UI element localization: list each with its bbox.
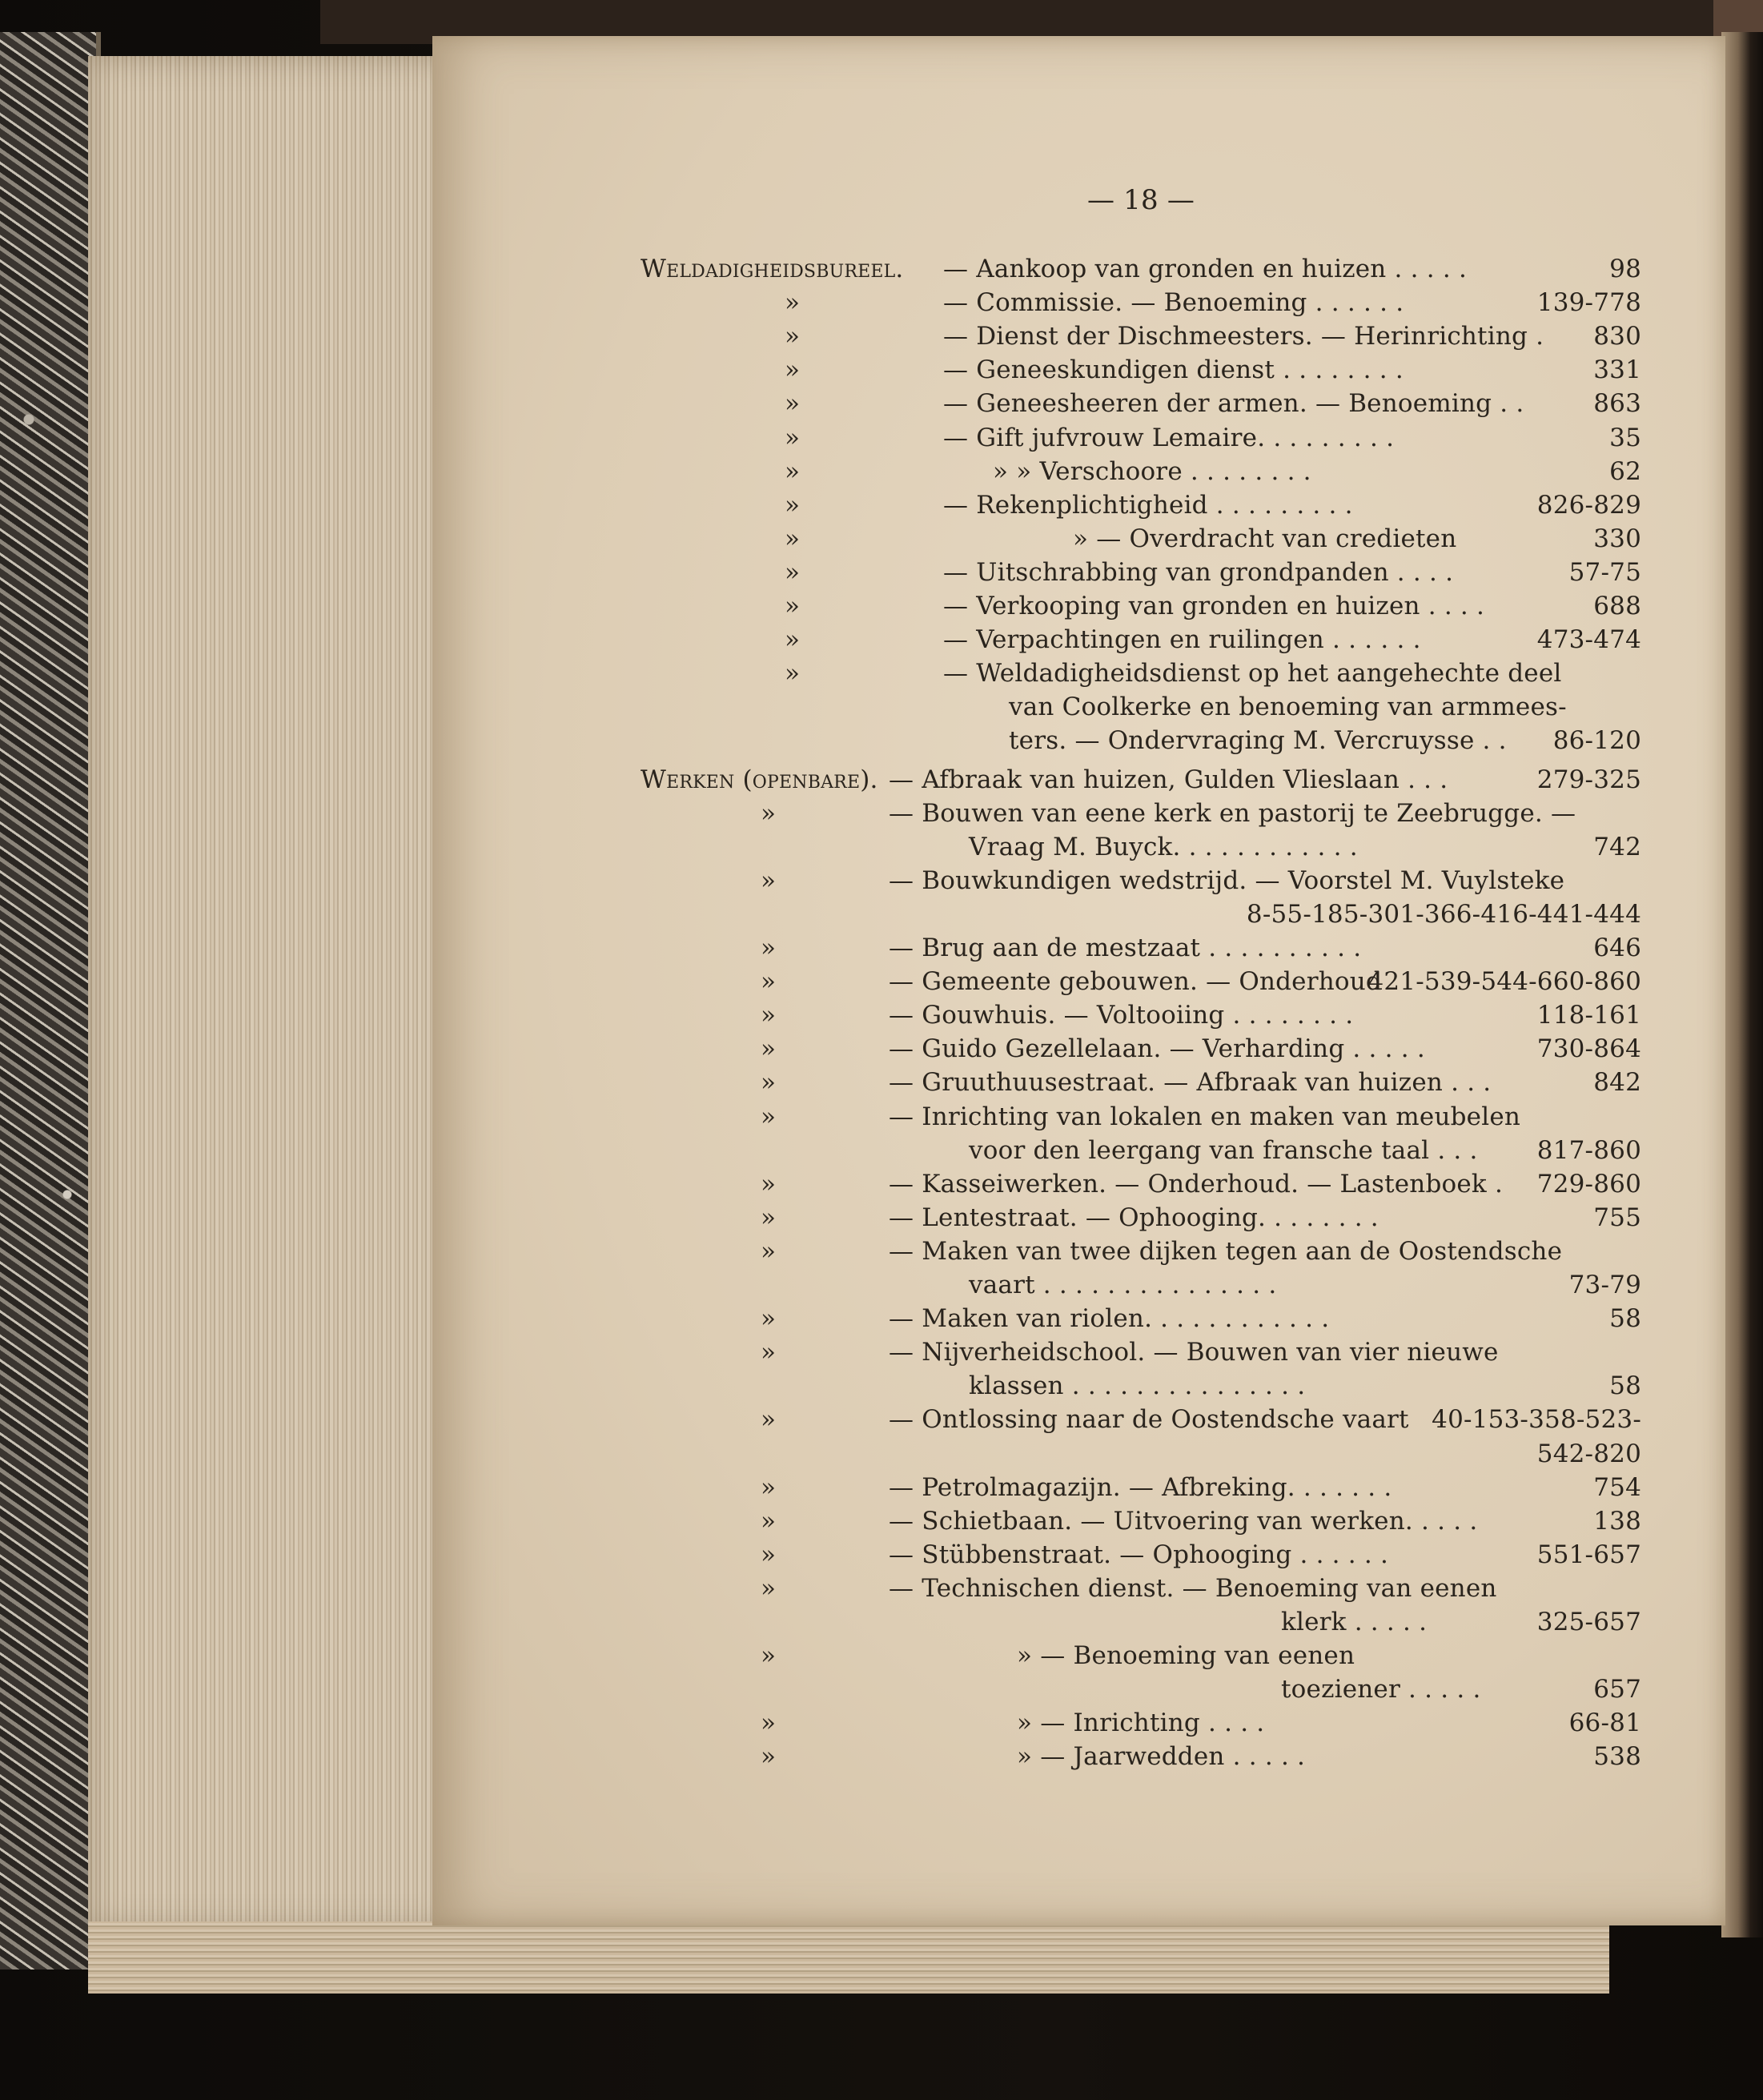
page-reference: 8-55-185-301-366-416-441-444 — [1246, 899, 1641, 929]
index-row — [641, 1235, 1641, 1268]
page-reference: 646 — [1593, 934, 1641, 962]
ditto-mark: » — [761, 1742, 777, 1772]
index-row — [641, 1672, 1641, 1706]
page-reference: 325-657 — [1536, 1608, 1641, 1636]
ditto-mark: » — [761, 1472, 777, 1502]
ditto-mark: » — [761, 798, 777, 828]
index-row — [641, 1437, 1641, 1471]
page-edges-bottom — [88, 1921, 1609, 1994]
ditto-mark: » — [761, 1506, 777, 1536]
index-row — [641, 830, 1641, 864]
ditto-mark: » — [785, 490, 801, 520]
entry-text: voor den leergang van fransche taal . . . — [969, 1135, 1478, 1165]
marbled-cover — [0, 32, 101, 1970]
entry-text: — Commissie. — Benoeming . . . . . . — [943, 288, 1404, 318]
index-row — [641, 931, 1641, 965]
index-row — [641, 657, 1641, 690]
entry-text: klassen . . . . . . . . . . . . . . . — [969, 1371, 1306, 1401]
page-reference: 657 — [1593, 1675, 1641, 1704]
entry-text: van Coolkerke en benoeming van armmees- — [1009, 693, 1567, 722]
ditto-mark: » — [761, 1102, 777, 1131]
entry-text: ters. — Ondervraging M. Vercruysse . . — [1009, 726, 1507, 756]
entry-text: — Gemeente gebouwen. — Onderhoud — [889, 967, 1382, 997]
page-reference: 421-539-544-660-860 — [1367, 967, 1641, 997]
entry-text: vaart . . . . . . . . . . . . . . . — [969, 1271, 1277, 1299]
ditto-mark: » — [761, 865, 777, 895]
entry-text: — Stübbenstraat. — Ophooging . . . . . . — [889, 1540, 1389, 1569]
entry-text: — Geneeskundigen dienst . . . . . . . . — [943, 355, 1404, 385]
index-row — [641, 623, 1641, 657]
page-reference: 279-325 — [1536, 765, 1641, 794]
ditto-mark: » — [785, 659, 801, 689]
entry-text: — Verkooping van gronden en huizen . . . . — [943, 592, 1485, 620]
entry-text: — Weldadigheidsdienst op het aangehechte deel — [943, 659, 1562, 689]
page-reference: 57-75 — [1568, 557, 1641, 587]
entry-text: — Rekenplichtigheid . . . . . . . . . — [943, 490, 1353, 520]
index-row — [641, 1302, 1641, 1335]
page-reference: 40-153-358-523- — [1432, 1405, 1641, 1435]
index-row — [641, 455, 1641, 488]
index-row — [641, 998, 1641, 1032]
entry-text: toeziener . . . . . — [1281, 1675, 1481, 1704]
ditto-mark: » — [785, 557, 801, 587]
entry-text: — Brug aan de mestzaat . . . . . . . . . . — [889, 934, 1362, 962]
page-reference: 538 — [1593, 1742, 1641, 1772]
index-row — [641, 1538, 1641, 1572]
index-row — [641, 387, 1641, 420]
right-page-edge — [1721, 32, 1763, 1937]
entry-text: » » Verschoore . . . . . . . . — [993, 456, 1311, 486]
entry-text: — Technischen dienst. — Benoeming van eenen — [889, 1573, 1497, 1603]
page-reference: 755 — [1593, 1203, 1641, 1232]
ditto-mark: » — [761, 1304, 777, 1334]
page-reference: 98 — [1609, 255, 1641, 283]
entry-text: — Dienst der Dischmeesters. — Herinrichting . — [943, 322, 1544, 351]
ditto-mark: » — [761, 1338, 777, 1367]
index-row — [641, 556, 1641, 589]
index-row — [641, 589, 1641, 623]
page-reference: 66-81 — [1568, 1709, 1641, 1738]
ditto-mark: » — [761, 1001, 777, 1030]
index-row — [641, 1134, 1641, 1167]
page-reference: 35 — [1609, 423, 1641, 452]
entry-text: » — Benoeming van eenen — [1017, 1641, 1355, 1671]
page-reference: 73-79 — [1568, 1271, 1641, 1299]
ditto-mark: » — [785, 389, 801, 419]
section-heading: Werken (openbare). — [641, 765, 878, 794]
entry-text: — Gouwhuis. — Voltooiing . . . . . . . . — [889, 1001, 1354, 1030]
ditto-mark: » — [785, 456, 801, 486]
index-row — [641, 797, 1641, 830]
entry-text: — Bouwen van eene kerk en pastorij te Zeebrugge. — — [889, 798, 1576, 828]
ditto-mark: » — [761, 1405, 777, 1435]
index-row — [641, 286, 1641, 319]
page-reference: 58 — [1609, 1371, 1641, 1401]
index-row — [641, 1605, 1641, 1639]
page-reference: 473-474 — [1536, 625, 1641, 655]
ditto-mark: » — [761, 1068, 777, 1098]
index-row — [641, 319, 1641, 353]
ditto-mark: » — [761, 1641, 777, 1671]
ditto-mark: » — [761, 1169, 777, 1199]
ditto-mark: » — [761, 967, 777, 997]
entry-text: Vraag M. Buyck. . . . . . . . . . . . — [969, 832, 1358, 861]
page-reference: 551-657 — [1536, 1540, 1641, 1569]
ditto-mark: » — [761, 1540, 777, 1569]
ditto-mark: » — [761, 934, 777, 962]
ditto-mark: » — [785, 355, 801, 385]
index-row — [641, 1032, 1641, 1066]
page-reference: 86-120 — [1552, 726, 1641, 756]
entry-text: — Verpachtingen en ruilingen . . . . . . — [943, 625, 1421, 655]
page-reference: 62 — [1609, 456, 1641, 486]
index-row — [641, 1066, 1641, 1099]
entry-text: — Ontlossing naar de Oostendsche vaart — [889, 1405, 1409, 1435]
entry-text: » — Jaarwedden . . . . . — [1017, 1742, 1306, 1772]
index-row — [641, 353, 1641, 387]
entry-text: » — Overdracht van credieten — [1073, 524, 1457, 553]
page-edges — [88, 56, 456, 1929]
index-row — [641, 763, 1641, 797]
index-row — [641, 724, 1641, 757]
entry-text: — Bouwkundigen wedstrijd. — Voorstel M. Vuylsteke — [889, 865, 1565, 895]
entry-text: — Schietbaan. — Uitvoering van werken. . . . . — [889, 1506, 1478, 1536]
index-row — [641, 1740, 1641, 1773]
index-row — [641, 1639, 1641, 1672]
ditto-mark: » — [785, 524, 801, 553]
index-row — [641, 897, 1641, 931]
page-reference: 863 — [1593, 389, 1641, 419]
page-reference: 842 — [1593, 1068, 1641, 1098]
page-reference: 58 — [1609, 1304, 1641, 1334]
page-reference: 139-778 — [1536, 288, 1641, 318]
page-reference: 826-829 — [1536, 490, 1641, 520]
entry-text: — Aankoop van gronden en huizen . . . . . — [943, 255, 1468, 283]
page-number: — 18 — — [1086, 184, 1195, 216]
entry-text: — Inrichting van lokalen en maken van meubelen — [889, 1102, 1521, 1131]
index-row — [641, 1167, 1641, 1201]
entry-text: — Petrolmagazijn. — Afbreking. . . . . . . — [889, 1472, 1392, 1502]
ditto-mark: » — [761, 1034, 777, 1064]
index-row — [641, 1369, 1641, 1403]
ditto-mark: » — [761, 1203, 777, 1232]
index-row — [641, 1100, 1641, 1134]
ditto-mark: » — [785, 288, 801, 318]
index-row — [641, 488, 1641, 522]
ditto-mark: » — [785, 423, 801, 452]
ditto-mark: » — [761, 1573, 777, 1603]
entry-text: — Afbraak van huizen, Gulden Vlieslaan . . . — [889, 765, 1448, 794]
entry-text: — Uitschrabbing van grondpanden . . . . — [943, 557, 1454, 587]
page-reference: 688 — [1593, 592, 1641, 620]
page-reference: 138 — [1593, 1506, 1641, 1536]
page-reference: 754 — [1593, 1472, 1641, 1502]
index-row — [641, 522, 1641, 556]
index-row — [641, 690, 1641, 724]
entry-text: — Gift jufvrouw Lemaire. . . . . . . . . — [943, 423, 1395, 452]
index-row — [641, 1504, 1641, 1538]
index-row — [641, 965, 1641, 998]
ditto-mark: » — [785, 322, 801, 351]
index-row — [641, 1201, 1641, 1235]
entry-text: — Lentestraat. — Ophooging. . . . . . . . — [889, 1203, 1379, 1232]
entry-text: — Kasseiwerken. — Onderhoud. — Lastenboek . — [889, 1169, 1504, 1199]
page-reference: 330 — [1593, 524, 1641, 553]
page-reference: 331 — [1593, 355, 1641, 385]
page-reference: 118-161 — [1536, 1001, 1641, 1030]
entry-text: — Gruuthuusestraat. — Afbraak van huizen . . . — [889, 1068, 1492, 1098]
section-heading: Weldadigheidsbureel. — [641, 255, 904, 283]
entry-text: — Maken van twee dijken tegen aan de Oostendsche — [889, 1236, 1563, 1266]
index-row — [641, 1706, 1641, 1740]
index-row — [641, 1268, 1641, 1302]
entry-text: — Geneesheeren der armen. — Benoeming . . — [943, 389, 1524, 419]
ditto-mark: » — [761, 1236, 777, 1266]
index-row — [641, 421, 1641, 455]
entry-text: klerk . . . . . — [1281, 1608, 1428, 1636]
page-reference: 817-860 — [1536, 1135, 1641, 1165]
entry-text: » — Inrichting . . . . — [1017, 1709, 1265, 1738]
page-reference: 742 — [1593, 832, 1641, 861]
entry-text: — Nijverheidschool. — Bouwen van vier nieuwe — [889, 1338, 1499, 1367]
page-reference: 542-820 — [1536, 1439, 1641, 1468]
page-reference: 730-864 — [1536, 1034, 1641, 1064]
index-row — [641, 252, 1641, 286]
ditto-mark: » — [761, 1709, 777, 1738]
ditto-mark: » — [785, 592, 801, 620]
entry-text: — Guido Gezellelaan. — Verharding . . . . . — [889, 1034, 1425, 1064]
ditto-mark: » — [785, 625, 801, 655]
entry-text: — Maken van riolen. . . . . . . . . . . . — [889, 1304, 1330, 1334]
index-row — [641, 1572, 1641, 1605]
index-row — [641, 1403, 1641, 1436]
page-reference: 830 — [1593, 322, 1641, 351]
index-row — [641, 864, 1641, 897]
page-reference: 729-860 — [1536, 1169, 1641, 1199]
index-row — [641, 1335, 1641, 1369]
index-row — [641, 1471, 1641, 1504]
